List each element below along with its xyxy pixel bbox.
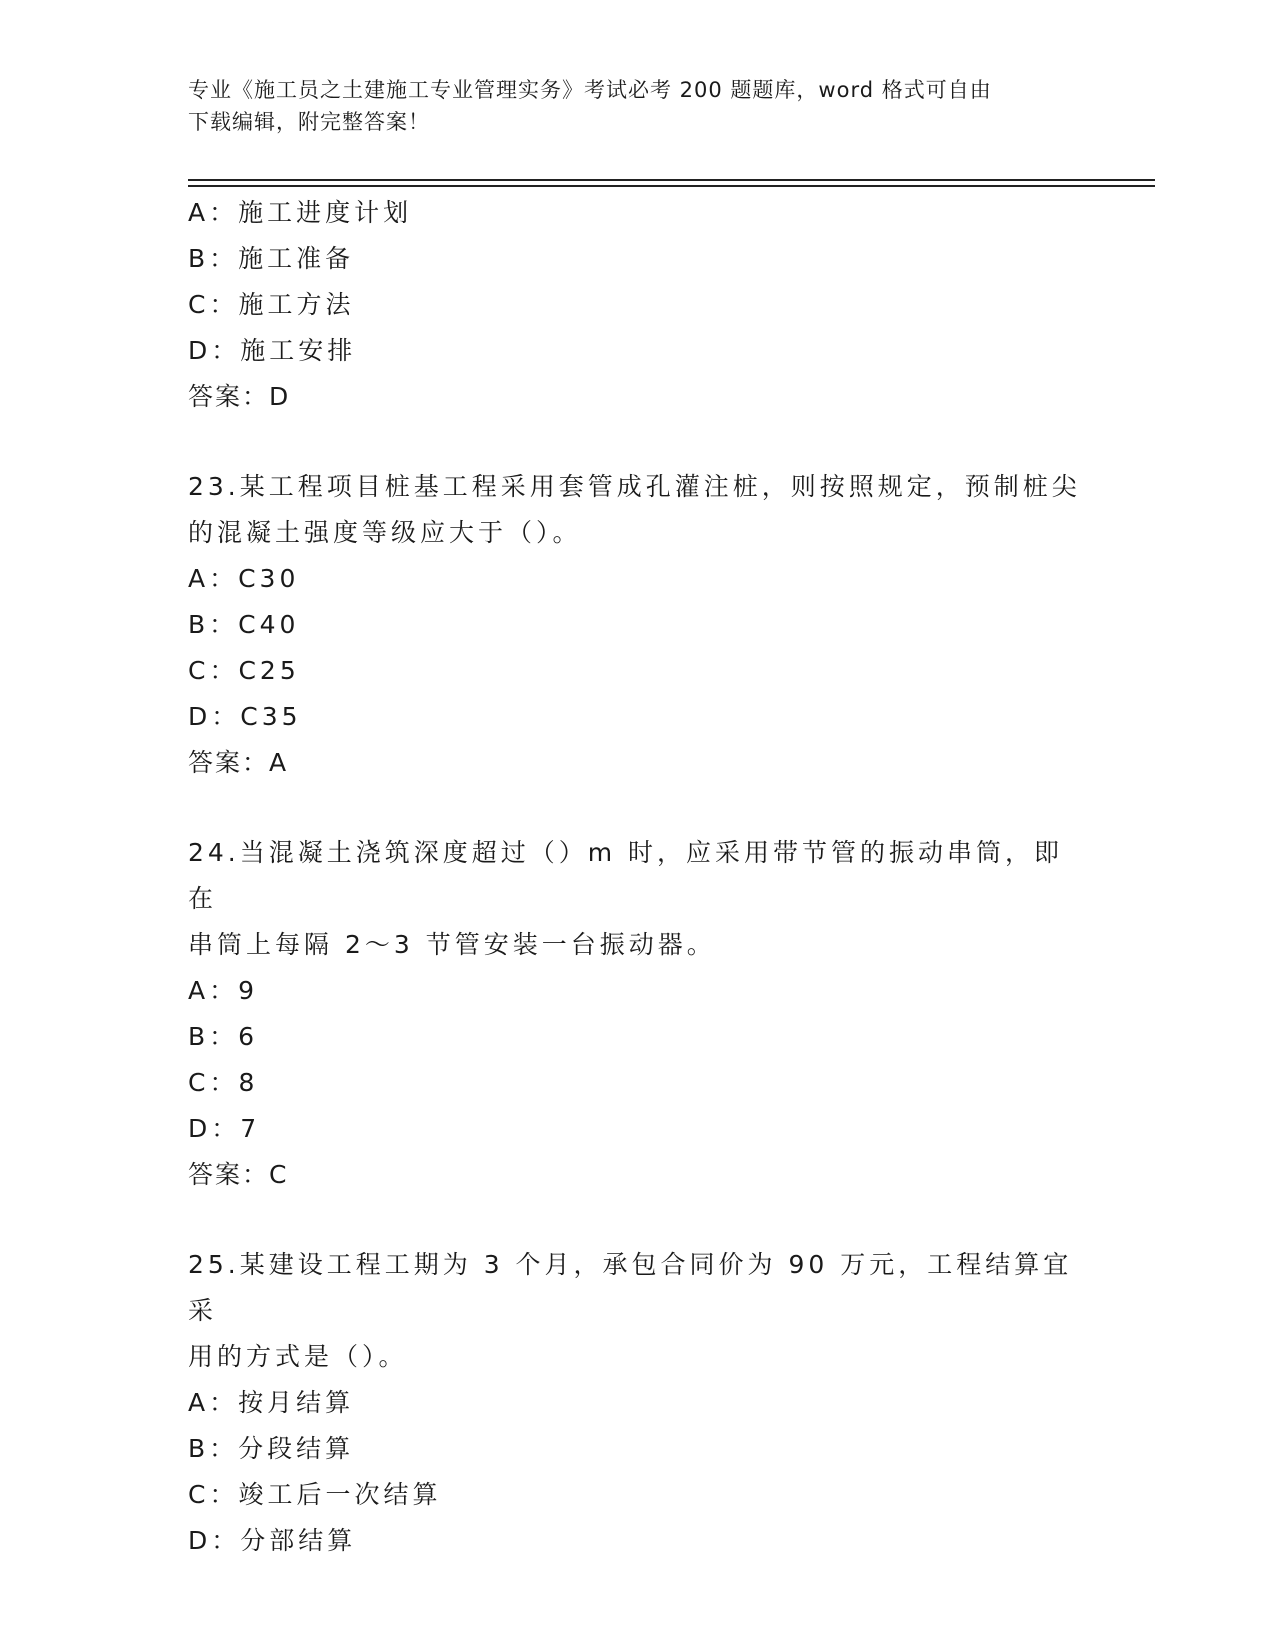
option-d: D：施工安排 (188, 336, 357, 365)
option-d: D：C35 (188, 702, 302, 731)
question-24-text-line-1: 24.当混凝土浇筑深度超过（）m 时，应采用带节管的振动串筒，即在 (188, 838, 1064, 913)
header-line-2: 下载编辑，附完整答案！ (188, 110, 430, 134)
question-24 (188, 830, 1088, 968)
option-c: C：施工方法 (188, 290, 355, 319)
question-23-options (188, 556, 1088, 786)
question-25-options (188, 1380, 1088, 1564)
header-divider-top (188, 179, 1155, 181)
question-23-answer: 答案：A (188, 748, 289, 777)
question-25 (188, 1242, 1088, 1380)
option-c: C：8 (188, 1068, 259, 1097)
header-divider-bottom (188, 185, 1155, 187)
question-25-text-line-1: 25.某建设工程工期为 3 个月，承包合同价为 90 万元，工程结算宜采 (188, 1250, 1073, 1325)
option-a: A：按月结算 (188, 1388, 355, 1417)
question-24-answer: 答案：C (188, 1160, 289, 1189)
header-line-1: 专业《施工员之土建施工专业管理实务》考试必考 200 题题库，word 格式可自由 (188, 78, 992, 102)
question-22-answer: 答案：D (188, 382, 291, 411)
option-a: A：施工进度计划 (188, 198, 413, 227)
option-c: C：C25 (188, 656, 300, 685)
option-a: A：9 (188, 976, 259, 1005)
option-b: B：6 (188, 1022, 259, 1051)
question-23-text-line-1: 23.某工程项目桩基工程采用套管成孔灌注桩，则按照规定，预制桩尖 (188, 472, 1081, 501)
option-c: C：竣工后一次结算 (188, 1480, 442, 1509)
option-b: B：施工准备 (188, 244, 355, 273)
question-23 (188, 464, 1088, 556)
option-b: B：分段结算 (188, 1434, 355, 1463)
question-list (188, 190, 1088, 1564)
option-d: D：7 (188, 1114, 261, 1143)
option-a: A：C30 (188, 564, 300, 593)
document-header (188, 74, 1088, 138)
question-25-text-line-2: 用的方式是（）。 (188, 1342, 408, 1371)
option-b: B：C40 (188, 610, 300, 639)
option-d: D：分部结算 (188, 1526, 357, 1555)
question-22-options (188, 190, 1088, 420)
question-24-options (188, 968, 1088, 1198)
question-24-text-line-2: 串筒上每隔 2～3 节管安装一台振动器。 (188, 930, 716, 959)
question-23-text-line-2: 的混凝土强度等级应大于（）。 (188, 518, 582, 547)
